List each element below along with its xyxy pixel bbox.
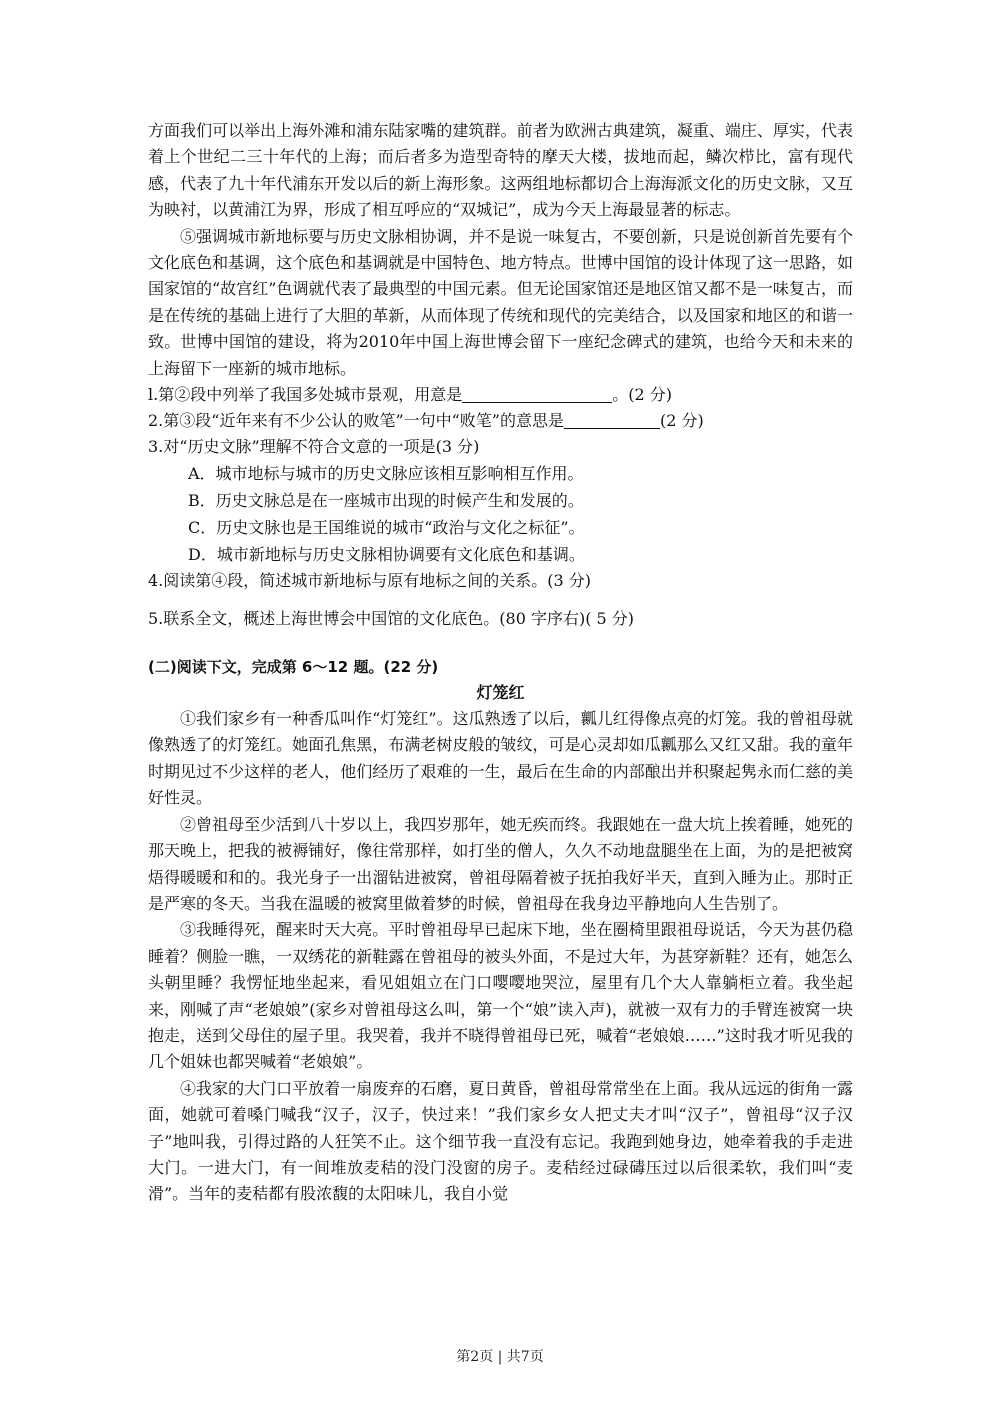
question-5: 5.联系全文，概述上海世博会中国馆的文化底色。(80 字序右)( 5 分) — [148, 609, 635, 629]
answer-space-4[interactable] — [148, 594, 853, 606]
option-a[interactable]: A．城市地标与城市的历史文脉应该相互影响相互作用。 — [188, 464, 584, 484]
paragraph-5: ⑤强调城市新地标要与历史文脉相协调，并不是说一味复古，不要创新，只是说创新首先要有个文化底色和基调，这个底色和基调就是中国特色、地方特点。世博中国馆的设计体现了这一思路，如国家馆的“故宫红”色调就代表了最典型的中国元素。但无论国家馆还是地区馆又都不是一味复古，而是在传统的基础上进行了大胆的革新，从而体现了传统和现代的完美结合，以及国家和地区的和谐一致。世博中国馆的建设，将为2010年中国上海世博会留下一座纪念碑式的建筑，也给今天和未来的上海留下一座新的城市地标。 — [148, 226, 853, 378]
question-1-score: 。(2 分) — [612, 385, 672, 405]
answer-space-5[interactable] — [148, 632, 853, 654]
section-2-heading: (二)阅读下文，完成第 6～12 题。(22 分) — [148, 658, 439, 677]
answer-blank-1[interactable] — [462, 384, 612, 403]
question-2 — [148, 408, 853, 434]
question-1-text: l.第②段中列举了我国多处城市景观，用意是 — [148, 385, 463, 405]
page-content — [148, 118, 853, 1208]
paragraph-4-continued: 方面我们可以举出上海外滩和浦东陆家嘴的建筑群。前者为欧洲古典建筑，凝重、端庄、厚实，代表着上个世纪二三十年代的上海；而后者多为造型奇特的摩天大楼，拔地而起，鳞次栉比，富有现代感，代表了九十年代浦东开发以后的新上海形象。这两组地标都切合上海海派文化的历史文脉，又互为映衬，以黄浦江为界，形成了相互呼应的“双城记”，成为今天上海最显著的标志。 — [148, 121, 853, 220]
question-1 — [148, 382, 853, 408]
question-2-text: 2.第③段“近年来有不少公认的败笔”一句中“败笔”的意思是 — [148, 411, 564, 431]
story-paragraph-1: ①我们家乡有一种香瓜叫作“灯笼红”。这瓜熟透了以后，瓤儿红得像点亮的灯笼。我的曾祖母就像熟透了的灯笼红。她面孔焦黑，布满老树皮般的皱纹，可是心灵却如瓜瓤那么又红又甜。我的童年时期见过不少这样的老人，他们经历了艰难的一生，最后在生命的内部酿出并积聚起隽永而仁慈的美好性灵。 — [148, 709, 853, 808]
story-paragraph-2: ②曾祖母至少活到八十岁以上，我四岁那年，她无疾而终。我跟她在一盘大坑上挨着睡，她死的那天晚上，把我的被褥铺好，像往常那样，如打坐的僧人，久久不动地盘腿坐在上面，为的是把被窝焐得暖暖和和的。我光身子一出溜钻进被窝，曾祖母隔着被子抚拍我好半天，直到入睡为止。那时正是严寒的冬天。当我在温暖的被窝里做着梦的时候，曾祖母在我身边平静地向人生告别了。 — [148, 814, 853, 913]
story-paragraph-4: ④我家的大门口平放着一扇废弃的石磨，夏日黄昏，曾祖母常常坐在上面。我从远远的街角一露面，她就可着嗓门喊我“汉子，汉子，快过来！”我们家乡女人把丈夫才叫“汉子”，曾祖母“汉子汉子”地叫我，引得过路的人狂笑不止。这个细节我一直没有忘记。我跑到她身边，她牵着我的手走进大门。一进大门，有一间堆放麦秸的没门没窗的房子。麦秸经过碌碡压过以后很柔软，我们叫“麦滑”。当年的麦秸都有股浓馥的太阳味儿，我自小觉 — [148, 1078, 853, 1204]
option-b[interactable]: B．历史文脉总是在一座城市出现的时候产生和发展的。 — [188, 491, 584, 511]
question-3: 3.对“历史文脉”理解不符合文意的一项是(3 分) — [148, 437, 480, 457]
question-4: 4.阅读第④段，简述城市新地标与原有地标之间的关系。(3 分) — [148, 571, 592, 591]
option-c[interactable]: C．历史文脉也是王国维说的城市“政治与文化之标征”。 — [188, 518, 585, 538]
answer-blank-2[interactable] — [564, 410, 660, 429]
option-d[interactable]: D．城市新地标与历史文脉相协调要有文化底色和基调。 — [188, 545, 585, 565]
story-paragraph-3: ③我睡得死，醒来时天大亮。平时曾祖母早已起床下地，坐在圈椅里跟祖母说话，今天为甚仍稳睡着？侧脸一瞧，一双绣花的新鞋露在曾祖母的被头外面，不是过大年，为甚穿新鞋？还有，她怎么头朝里睡？我愣怔地坐起来，看见姐姐立在门口嘤嘤地哭泣，屋里有几个大人靠躺柜立着。我坐起来，刚喊了声“老娘娘”(家乡对曾祖母这么叫，第一个“娘”读入声)，就被一双有力的手臂连被窝一块抱走，送到父母住的屋子里。我哭着，我并不晓得曾祖母已死，喊着“老娘娘……”这时我才听见我的几个姐妹也都哭喊着“老娘娘”。 — [148, 920, 853, 1072]
story-title: 灯笼红 — [476, 683, 525, 703]
page-footer: 第2页 | 共7页 — [456, 1349, 544, 1365]
question-2-score: (2 分) — [660, 411, 704, 431]
